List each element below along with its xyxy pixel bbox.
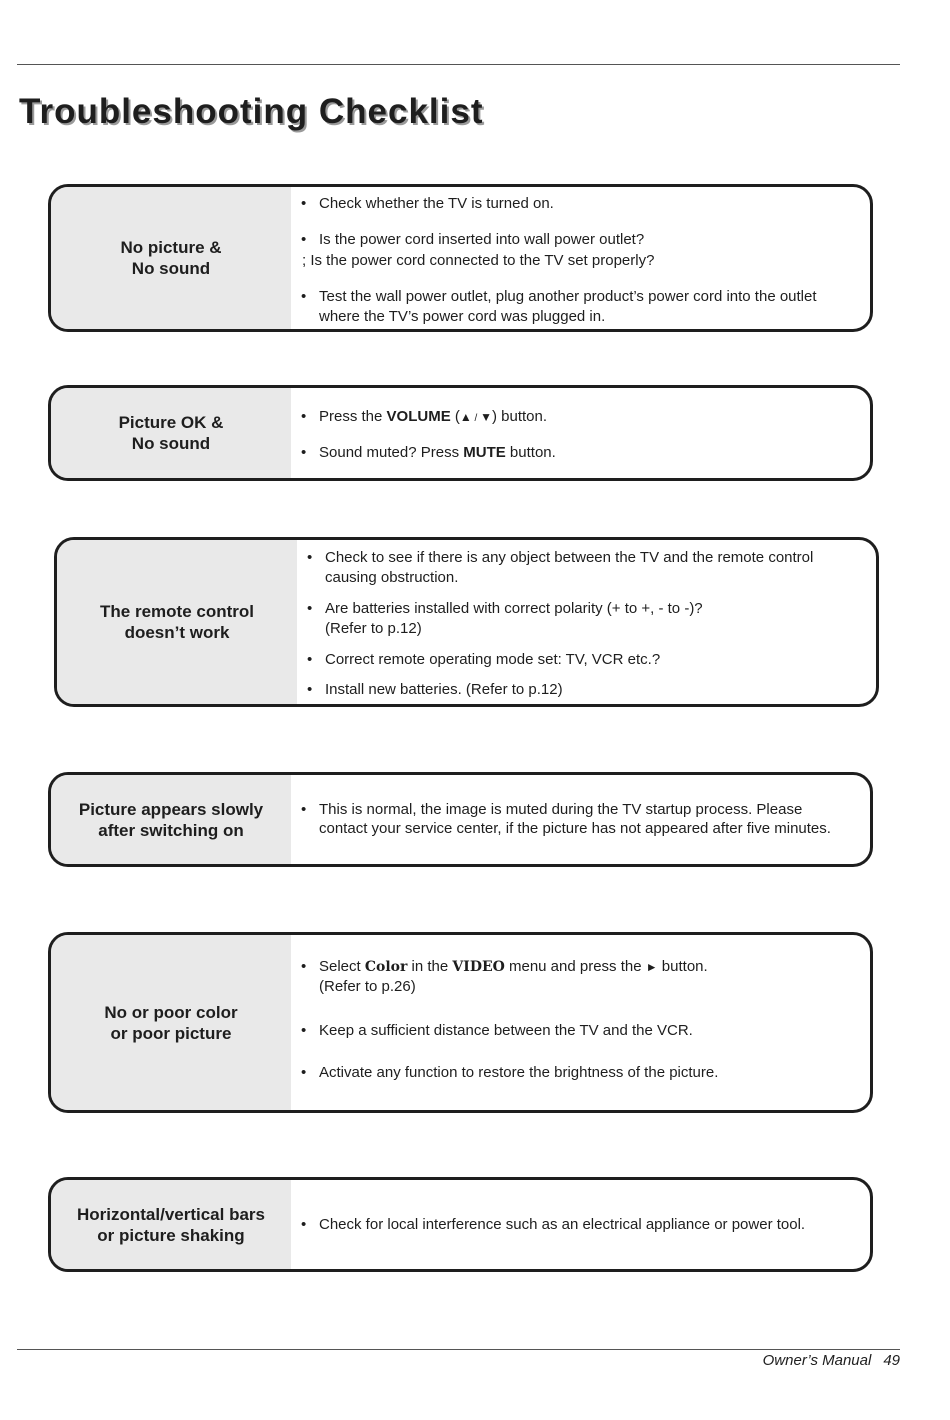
list-item: • Press the VOLUME (▲ / ▼) button.: [301, 408, 548, 425]
row-remote-control: [54, 537, 879, 707]
row-items: [291, 187, 870, 329]
page-number: 49: [883, 1352, 900, 1369]
bullet-icon: •: [301, 1216, 307, 1233]
list-item-continuation: ; Is the power cord connected to the TV set properly?: [302, 252, 655, 269]
row-label: Picture appears slowly after switching on: [51, 775, 291, 864]
list-item: • Select Color in the VIDEO menu and press the ► button. (Refer to p.26): [301, 958, 708, 995]
row-label: The remote control doesn’t work: [57, 540, 297, 704]
row-picture-ok-no-sound: [48, 385, 873, 481]
bullet-icon: •: [307, 600, 313, 617]
bullet-icon: •: [301, 801, 307, 818]
bullet-icon: •: [307, 681, 313, 698]
top-rule: [17, 64, 900, 65]
bullet-icon: •: [301, 195, 307, 212]
list-item: • Activate any function to restore the brightness of the picture.: [301, 1064, 719, 1081]
right-arrow-icon: ►: [645, 960, 658, 974]
row-label: Horizontal/vertical bars or picture shaking: [51, 1180, 291, 1269]
footer-label: Owner’s Manual: [762, 1352, 872, 1369]
bullet-icon: •: [301, 231, 307, 248]
list-item: • Install new batteries. (Refer to p.12): [307, 681, 563, 698]
bullet-icon: •: [301, 958, 307, 975]
page-footer: [763, 1352, 900, 1369]
row-items: [291, 775, 870, 864]
row-items: [291, 935, 870, 1110]
list-item: • This is normal, the image is muted during the TV startup process. Please contact your service center, if the picture has not appeared after five minutes.: [301, 801, 831, 837]
row-label: No picture & No sound: [51, 187, 291, 329]
row-items: [297, 540, 876, 704]
bullet-icon: •: [307, 549, 313, 566]
row-poor-color: [48, 932, 873, 1113]
row-items: [291, 1180, 870, 1269]
list-item: • Test the wall power outlet, plug another product’s power cord into the outlet where the TV’s power cord was plugged in.: [301, 288, 817, 325]
row-label: Picture OK & No sound: [51, 388, 291, 478]
bullet-icon: •: [301, 408, 307, 425]
list-item: • Correct remote operating mode set: TV, VCR etc.?: [307, 651, 661, 668]
row-items: [291, 388, 870, 478]
row-no-picture-no-sound: [48, 184, 873, 332]
bottom-rule: [17, 1349, 900, 1350]
row-label: No or poor color or poor picture: [51, 935, 291, 1110]
bullet-icon: •: [301, 444, 307, 461]
bullet-icon: •: [301, 1064, 307, 1081]
list-item: • Sound muted? Press MUTE button.: [301, 444, 556, 461]
list-item: • Keep a sufficient distance between the TV and the VCR.: [301, 1022, 693, 1039]
list-item: • Check to see if there is any object between the TV and the remote control causing obstruction.: [307, 549, 814, 586]
row-bars-shaking: [48, 1177, 873, 1272]
volume-down-icon: ▼: [480, 410, 492, 424]
list-item: • Are batteries installed with correct polarity (+ to +, - to -)? (Refer to p.12): [307, 600, 703, 637]
page-title: Troubleshooting Checklist: [19, 92, 484, 131]
bullet-icon: •: [301, 288, 307, 305]
list-item: • Check for local interference such as an electrical appliance or power tool.: [301, 1216, 806, 1233]
bullet-icon: •: [301, 1022, 307, 1039]
volume-up-icon: ▲: [459, 410, 472, 424]
list-item: • Check whether the TV is turned on.: [301, 195, 554, 212]
bullet-icon: •: [307, 651, 313, 668]
row-picture-slow: [48, 772, 873, 867]
list-item: • Is the power cord inserted into wall power outlet?: [301, 231, 645, 248]
